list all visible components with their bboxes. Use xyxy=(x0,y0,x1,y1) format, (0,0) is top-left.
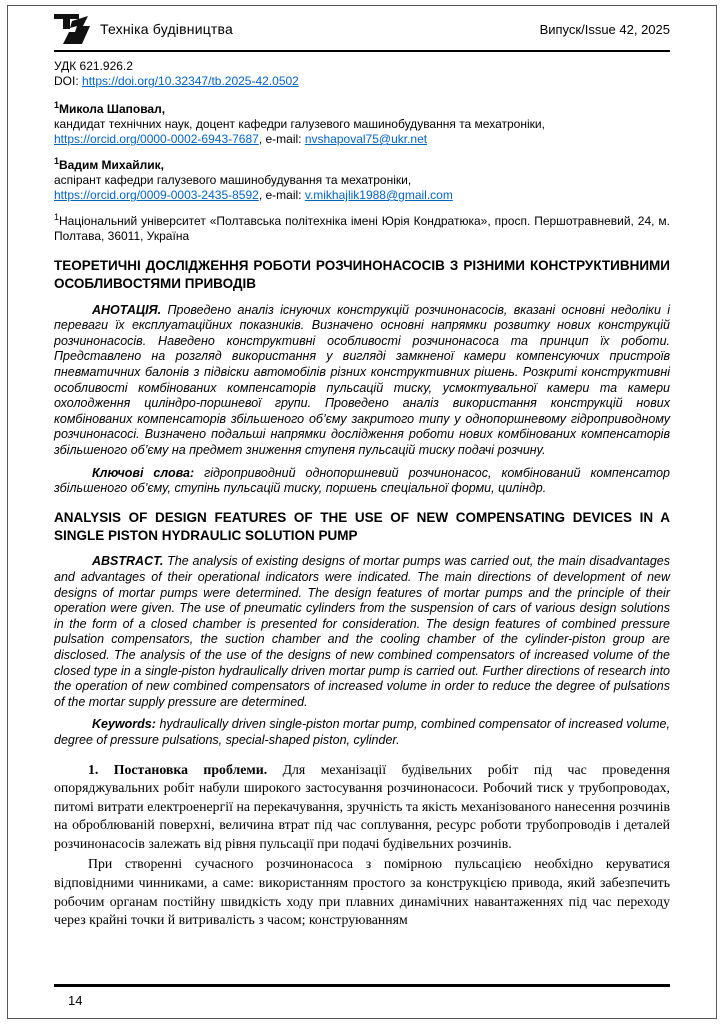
page-footer xyxy=(54,984,670,1008)
keywords-ua-text: гідроприводний однопоршневий розчинонасос, комбінований компенсатор збільшеного об’єму, ступінь пульсацій тиску, поршень спеціальної форми, циліндр. xyxy=(54,465,670,496)
email-link[interactable]: v.mikhajlik1988@gmail.com xyxy=(304,188,453,202)
author-contacts xyxy=(54,188,670,203)
abstract-en-label: ABSTRACT. xyxy=(92,554,164,569)
author-name-text: Микола Шаповал, xyxy=(59,102,166,116)
affiliation-text: Національний університет «Полтавська політехніка імені Юрія Кондратюка», просп. Першотравневий, 24, м. Полтава, 36011, Україна xyxy=(54,214,670,243)
author-role: кандидат технічних наук, доцент кафедри галузевого машинобудування та мехатроніки, xyxy=(54,117,545,131)
abstract-ua xyxy=(54,303,670,459)
journal-logo-icon xyxy=(54,14,90,44)
author-role: аспірант кафедри галузевого машинобудування та мехатроніки, xyxy=(54,173,412,187)
abstract-en-text: The analysis of existing designs of mortar pumps was carried out, the main disadvantages and advantages of their operational indicators were indicated. The main directions of development of new designs of mortar pumps were determined. The design features of mortar pumps and the principle of their operation were given. The use of pneumatic cylinders from the suspension of cars of various design solutions in the form of a closed chamber is presented for consideration. The design features of combined pressure pulsation compensators, the suction chamber and the cooling chamber of the cylinder-piston group are disclosed. The analysis of the use of the designs of new combined compensators of increased volume of the closed type in a single-piston hydraulically driven mortar pump is carried out. Further directions of research into the operation of new combined compensators of increased volume in order to reduce the degree of pulsations of the mortar supply pressure are determined. xyxy=(54,554,670,709)
issue-label: Випуск/Issue 42, 2025 xyxy=(539,21,670,37)
keywords-en-label: Keywords: xyxy=(92,717,156,732)
email-label: , e-mail: xyxy=(258,132,305,146)
author-block-1 xyxy=(54,102,670,147)
affiliation-marker: 1 xyxy=(54,212,60,222)
doi-label: DOI: xyxy=(54,74,83,88)
doi-line xyxy=(54,74,670,89)
author-name-text: Вадим Михайлик, xyxy=(59,158,164,172)
section-1-paragraph-2: При створенні сучасного розчинонасоса з помірною пульсацією необхідно керуватися відповідними чинниками, а саме: використанням простого за конструкцією привода, який забезпечить робочим органам постійну швидкість ходу при плавних динамічних навантаженнях під час переходу через крайні точки й витривалість з часом; конструюванням xyxy=(54,856,670,928)
keywords-en xyxy=(54,717,670,748)
keywords-ua-label: Ключові слова: xyxy=(92,465,195,480)
journal-title: Техніка будівництва xyxy=(100,21,234,37)
affiliation-marker: 1 xyxy=(54,156,60,166)
keywords-en-text: hydraulically driven single-piston mortar pump, combined compensator of increased volume, degree of pressure pulsations, special-shaped piston, cylinder. xyxy=(54,717,670,747)
section-1-text: Для механізації будівельних робіт під час проведення опоряджувальних робіт набули широкого застосування розчинонасоси. Робочий тиск у трубопроводах, питомі витрати електроенергії на перекачування, зручність та якість механізованого нанесення розчинів на оброблюваній поверхні, величина втрат під час соплування, ресурс роботи трубопроводів і деталей розчинонасосів залежать від рівня пульсації при подачі будівельних розчинів. xyxy=(54,761,670,851)
affiliation-marker: 1 xyxy=(54,100,60,110)
section-1-heading: 1. Постановка проблеми. xyxy=(88,761,268,777)
email-link[interactable]: nvshapoval75@ukr.net xyxy=(304,132,428,146)
author-name xyxy=(54,102,670,117)
author-block-2 xyxy=(54,158,670,203)
email-label: , e-mail: xyxy=(258,188,305,202)
affiliation xyxy=(54,214,670,244)
journal-header xyxy=(54,12,670,52)
keywords-ua xyxy=(54,466,670,497)
abstract-en xyxy=(54,554,670,710)
orcid-link[interactable]: https://orcid.org/0000-0002-6943-7687 xyxy=(54,132,259,146)
udc-label: УДК 621.926.2 xyxy=(54,59,133,73)
page-border xyxy=(7,5,717,1019)
article xyxy=(54,59,670,930)
author-contacts xyxy=(54,132,670,147)
doi-link[interactable]: https://doi.org/10.32347/tb.2025-42.0502 xyxy=(82,74,299,88)
page-number: 14 xyxy=(68,993,83,1008)
article-title-en: ANALYSIS OF DESIGN FEATURES OF THE USE OF NEW COMPENSATING DEVICES IN A SINGLE PISTON HYDRAULIC SOLUTION PUMP xyxy=(54,509,670,543)
abstract-ua-label: АНОТАЦІЯ. xyxy=(92,302,162,317)
article-title-ua: ТЕОРЕТИЧНІ ДОСЛІДЖЕННЯ РОБОТИ РОЗЧИНОНАСОСІВ З РІЗНИМИ КОНСТРУКТИВНИМИ ОСОБЛИВОСТЯМИ ПРИВОДІВ xyxy=(54,258,670,291)
section-1-paragraph-1 xyxy=(54,761,670,854)
abstract-ua-text: Проведено аналіз існуючих конструкцій розчинонасосів, вказані основні недоліки і переваги їх експлуатаційних показників. Визначено основні напрямки розвитку нових конструкцій розчинонасосів. Наведено конструктивні особливості розчинонасоса та принцип їх роботи. Представлено на розгляд використання у вигляді замкненої камери компенсуючих пристроїв пневматичних балонів з підвіски автомобілів різних конструктивних рішень. Розкриті конструктивні особливості комбінованих компенсаторів пульсацій тиску, усмоктувальної камери та камери охолодження циліндро-поршневої групи. Проведено аналіз використання конструкцій нових комбінованих компенсаторів збільшеного об’єму закритого типу у однопоршневому гідроприводному розчинонасосі. Визначено подальші напрямки дослідження роботи нових комбінованих компенсаторів збільшеного об’єму на предмет зниження ступеня пульсацій тиску подачі розчину. xyxy=(54,302,670,457)
orcid-link[interactable]: https://orcid.org/0009-0003-2435-8592 xyxy=(54,188,259,202)
author-name xyxy=(54,158,670,173)
